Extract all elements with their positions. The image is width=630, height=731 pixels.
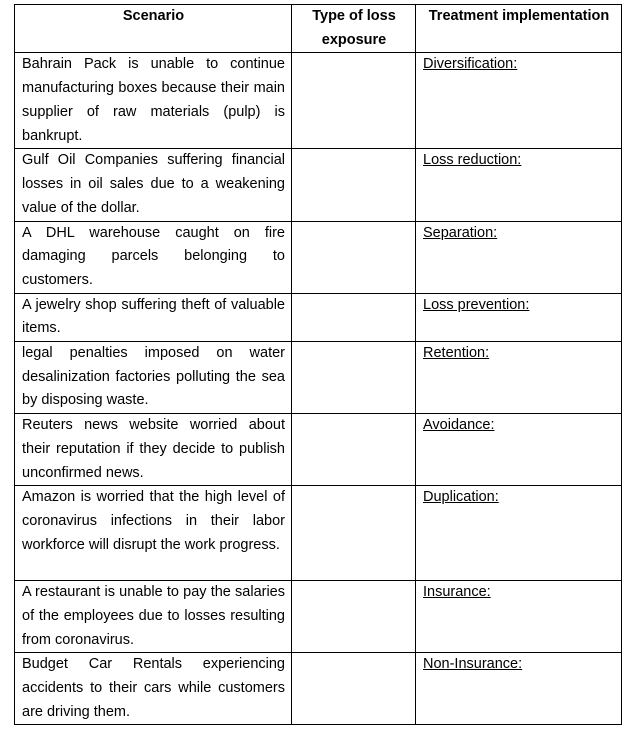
treatment-label: Duplication:: [423, 489, 499, 506]
treatment-label: Non-Insurance:: [423, 656, 523, 673]
table-row: [15, 414, 622, 486]
exposure-cell[interactable]: [292, 221, 416, 293]
header-row: [15, 5, 622, 53]
scenario-cell: Gulf Oil Companies suffering financial losses in oil sales due to a weakening value of the dollar.: [15, 149, 292, 221]
table-row: [15, 581, 622, 653]
exposure-cell[interactable]: [292, 486, 416, 581]
treatment-cell: [416, 581, 622, 653]
treatment-cell: [416, 53, 622, 149]
table-row: [15, 342, 622, 414]
table-row: [15, 221, 622, 293]
treatment-label: Loss prevention:: [423, 296, 530, 313]
treatment-label: Separation:: [423, 224, 498, 241]
exposure-cell[interactable]: [292, 653, 416, 725]
header-exposure: Type of loss exposure: [292, 5, 416, 53]
treatment-label: Retention:: [423, 345, 490, 362]
table-row: [15, 486, 622, 581]
table-row: [15, 53, 622, 149]
exposure-cell[interactable]: [292, 581, 416, 653]
scenario-cell: legal penalties imposed on water desalinization factories polluting the sea by disposing waste.: [15, 342, 292, 414]
exposure-cell[interactable]: [292, 293, 416, 341]
treatment-label: Loss reduction:: [423, 152, 522, 169]
header-scenario: Scenario: [15, 5, 292, 53]
table-row: [15, 653, 622, 725]
treatment-cell: [416, 293, 622, 341]
scenario-cell: A jewelry shop suffering theft of valuable items.: [15, 293, 292, 341]
treatment-cell: [416, 653, 622, 725]
scenario-cell: Bahrain Pack is unable to continue manufacturing boxes because their main supplier of raw materials (pulp) is bankrupt.: [15, 53, 292, 149]
scenario-cell: Amazon is worried that the high level of coronavirus infections in their labor workforce will disrupt the work progress.: [15, 486, 292, 581]
treatment-label: Insurance:: [423, 584, 491, 601]
treatment-cell: [416, 149, 622, 221]
exposure-cell[interactable]: [292, 414, 416, 486]
scenario-cell: Reuters news website worried about their reputation if they decide to publish unconfirmed news.: [15, 414, 292, 486]
treatment-cell: [416, 486, 622, 581]
treatment-cell: [416, 342, 622, 414]
table-row: [15, 293, 622, 341]
scenario-cell: A DHL warehouse caught on fire damaging parcels belonging to customers.: [15, 221, 292, 293]
scenario-cell: A restaurant is unable to pay the salaries of the employees due to losses resulting from coronavirus.: [15, 581, 292, 653]
header-treatment: Treatment implementation: [416, 5, 622, 53]
exposure-cell[interactable]: [292, 342, 416, 414]
table-row: [15, 149, 622, 221]
loss-exposure-table: [14, 4, 622, 725]
treatment-cell: [416, 221, 622, 293]
scenario-cell: Budget Car Rentals experiencing accidents to their cars while customers are driving them.: [15, 653, 292, 725]
exposure-cell[interactable]: [292, 53, 416, 149]
treatment-label: Diversification:: [423, 56, 518, 73]
treatment-cell: [416, 414, 622, 486]
treatment-label: Avoidance:: [423, 417, 495, 434]
exposure-cell[interactable]: [292, 149, 416, 221]
